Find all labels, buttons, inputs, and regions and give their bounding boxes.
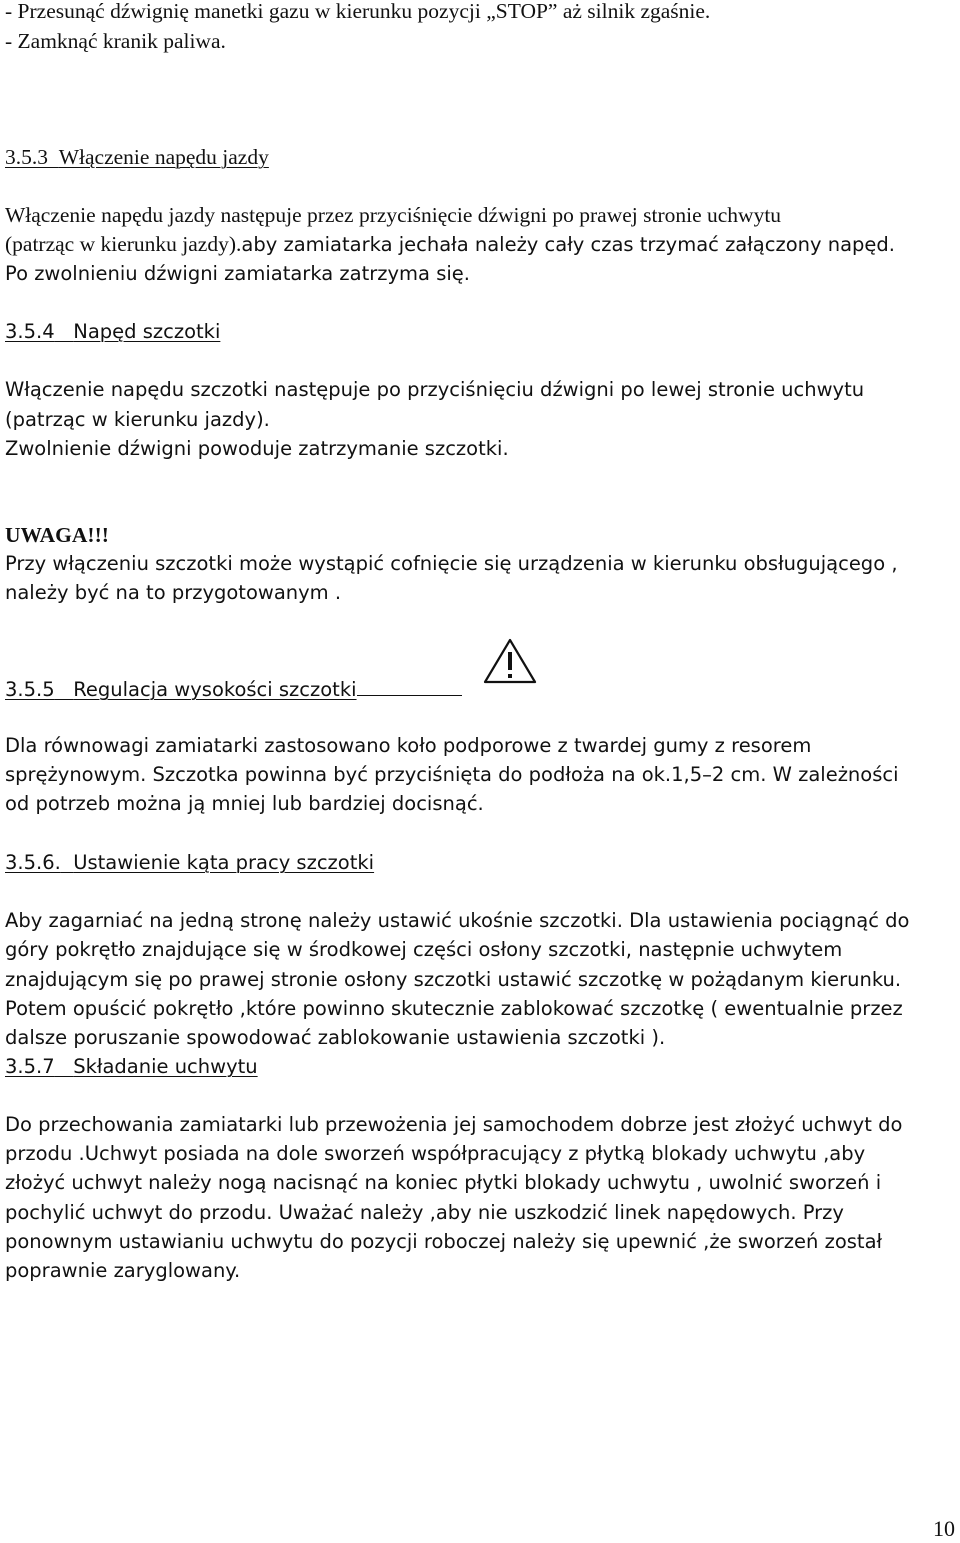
warning-label: UWAGA!!! xyxy=(5,523,109,547)
section-3-5-7-line-3: złożyć uchwyt należy nogą nacisnąć na koniec płytki blokady uchwytu , uwolnić sworzeń i xyxy=(5,1171,882,1194)
heading-title: Składanie uchwytu xyxy=(73,1055,258,1078)
section-3-5-6-heading xyxy=(5,849,374,877)
heading-title: Regulacja wysokości szczotki xyxy=(73,678,357,701)
section-3-5-7-line-4: pochylić uchwyt do przodu. Uważać należy ,aby nie uszkodzić linek napędowych. Przy xyxy=(5,1201,844,1224)
section-3-5-3-line-1: Włączenie napędu jazdy następuje przez przyciśnięcie dźwigni po prawej stronie uchwytu xyxy=(5,203,782,227)
section-3-5-4-line-1: Włączenie napędu szczotki następuje po przyciśnięciu dźwigni po lewej stronie uchwytu xyxy=(5,378,865,401)
heading-title: Ustawienie kąta pracy szczotki xyxy=(73,851,375,874)
intro-line-1: - Przesunąć dźwignię manetki gazu w kierunku pozycji „STOP” aż silnik zgaśnie. xyxy=(5,0,711,23)
section-3-5-4-heading xyxy=(5,318,220,346)
heading-number: 3.5.4 xyxy=(5,320,55,343)
section-3-5-3-heading xyxy=(5,143,269,171)
warning-triangle-icon xyxy=(482,637,538,685)
section-3-5-7-line-5: ponownym ustawianiu uchwytu do pozycji roboczej należy się upewnić ,że sworzeń został xyxy=(5,1230,883,1253)
section-3-5-6-line-3: znajdującym się po prawej stronie osłony szczotki ustawić szczotkę w pożądanym kierunku. xyxy=(5,968,902,991)
section-3-5-5-line-3: od potrzeb można ją mniej lub bardziej docisnąć. xyxy=(5,792,484,815)
section-3-5-7-heading xyxy=(5,1053,258,1081)
section-3-5-6-line-4: Potem opuścić pokrętło ,które powinno skutecznie zablokować szczotkę ( ewentualnie przez xyxy=(5,997,903,1020)
page-number: 10 xyxy=(933,1516,955,1541)
heading-title: Włączenie napędu jazdy xyxy=(58,145,269,169)
intro-line-2: - Zamknąć kranik paliwa. xyxy=(5,29,226,53)
section-3-5-3-line-3: Po zwolnieniu dźwigni zamiatarka zatrzyma się. xyxy=(5,262,470,285)
section-3-5-6-line-1: Aby zagarniać na jedną stronę należy ustawić ukośnie szczotki. Dla ustawienia pociągnąć do xyxy=(5,909,910,932)
section-3-5-7-line-6: poprawnie zaryglowany. xyxy=(5,1259,241,1282)
warning-line-1: Przy włączeniu szczotki może wystąpić cofnięcie się urządzenia w kierunku obsługującego , xyxy=(5,552,898,575)
section-3-5-6-line-5: dalsze poruszanie spowodować zablokowanie ustawienia szczotki ). xyxy=(5,1026,666,1049)
section-3-5-6-line-2: góry pokrętło znajdujące się w środkowej części osłony szczotki, następnie uchwytem xyxy=(5,938,843,961)
section-3-5-3-line-2 xyxy=(5,230,895,259)
warning-line-2: należy być na to przygotowanym . xyxy=(5,581,342,604)
section-3-5-4-line-2: (patrząc w kierunku jazdy). xyxy=(5,408,270,431)
heading-number: 3.5.3 xyxy=(5,145,48,169)
section-3-5-3-line-2b: aby zamiatarka jechała należy cały czas trzymać załączony napęd. xyxy=(241,233,895,256)
section-3-5-7-line-2: przodu .Uchwyt posiada na dole sworzeń współpracujący z płytką blokady uchwytu ,aby xyxy=(5,1142,866,1165)
section-3-5-5-line-2: sprężynowym. Szczotka powinna być przyciśnięta do podłoża na ok.1,5–2 cm. W zależności xyxy=(5,763,899,786)
section-3-5-5-line-1: Dla równowagi zamiatarki zastosowano koło podporowe z twardej gumy z resorem xyxy=(5,734,812,757)
section-3-5-3-line-2a: (patrząc w kierunku jazdy). xyxy=(5,232,242,256)
heading-number: 3.5.7 xyxy=(5,1055,55,1078)
heading-number: 3.5.5 xyxy=(5,678,55,701)
section-3-5-4-line-3: Zwolnienie dźwigni powoduje zatrzymanie szczotki. xyxy=(5,437,509,460)
heading-title: Napęd szczotki xyxy=(73,320,221,343)
heading-number: 3.5.6. xyxy=(5,851,61,874)
section-3-5-5-heading xyxy=(5,675,462,704)
section-3-5-7-line-1: Do przechowania zamiatarki lub przewożenia jej samochodem dobrze jest złożyć uchwyt do xyxy=(5,1113,903,1136)
